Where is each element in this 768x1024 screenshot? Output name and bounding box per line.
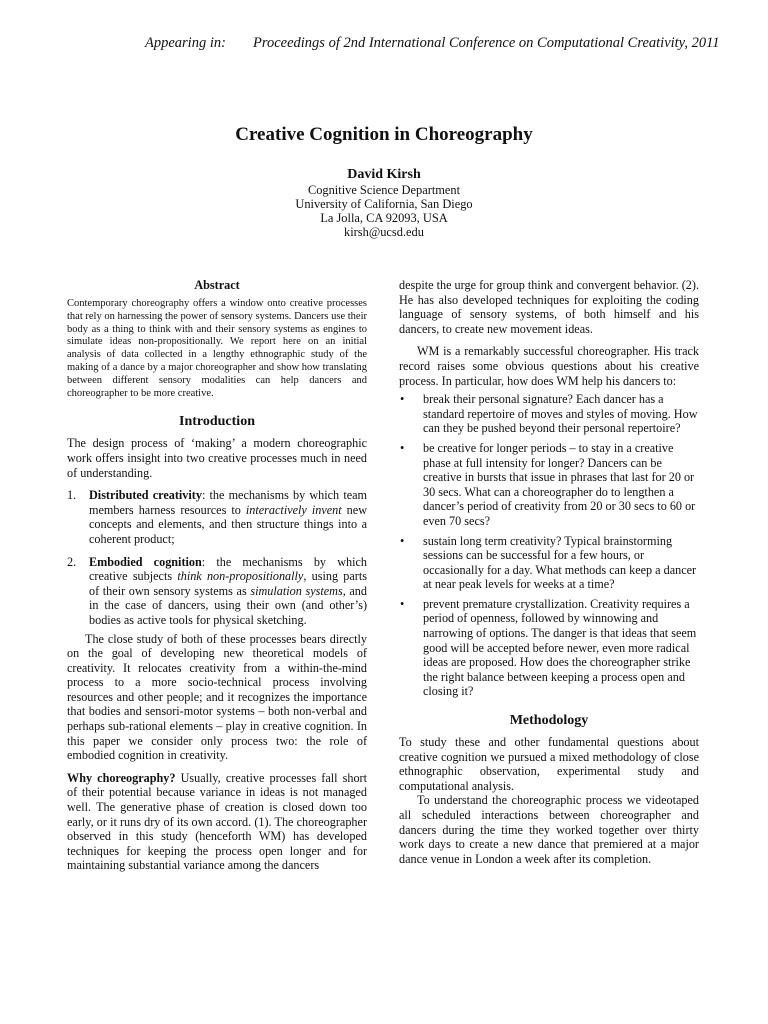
continued-paragraph: despite the urge for group think and convergent behavior. (2). He has also developed techniques for exploiting the coding language of sensory systems, of both himself and his dancers, to create new movement ideas. (399, 278, 699, 336)
why-choreography-term: Why choreography? (67, 770, 176, 785)
list-item: • sustain long term creativity? Typical brainstorming sessions can be successful for a few hours, or occasionally for a day. What methods can keep a dancer at near peak levels for weeks at a time? (400, 533, 697, 592)
affiliation-university: University of California, San Diego (295, 197, 473, 211)
intro-paragraph-close-study: The close study of both of these processes bears directly on the goal of developing new theoretical models of creativity. It relocates creativity from a within-the-mind process to a more socio-technical process involving resources and other people; and it recognizes the importance that bodies and sensori-motor systems – both non-verbal and perhaps sub-rational elements – play in creative cognition. In this paper we consider only process two: the role of embodied cognition in creativity. (67, 631, 367, 763)
right-column (399, 278, 699, 866)
methodology-paragraph-video: To understand the choreographic process we videotaped all scheduled interactions between choreographer and dancers during the time they worked together over thirty work days to create a new dance that premiered at a major dance venue in London a week after its completion. (399, 793, 699, 866)
author-email: kirsh@ucsd.edu (344, 225, 424, 239)
header-appearing-label: Appearing in: (145, 35, 226, 51)
introduction-heading: Introduction (179, 414, 255, 430)
why-choreography-paragraph: Why choreography? Usually, creative processes fall short of their potential because variance in ideas is not managed well. The generative phase of creation is closed down too early, or it runs dry of its own accord. (1). The choreographer observed in this study (henceforth WM) has developed techniques for keeping the process open longer and for maintaining substantial variance among the dancers (67, 770, 367, 873)
author-name: David Kirsh (347, 167, 421, 182)
methodology-heading: Methodology (509, 713, 589, 729)
question-bullet-list (399, 392, 699, 699)
list-item: • be creative for longer periods – to stay in a creative phase at full intensity for longer? Dancers can be creative in bursts that issue in phrases that last for 20 or 30 secs. What can a choreographer do to lengthen a dancer’s period of creativity from 20 or 30 secs to 60 or even 70 secs? (400, 440, 696, 528)
intro-paragraph: The design process of ‘making’ a modern choreographic work offers insight into two creative processes much in need of understanding. (67, 436, 367, 480)
term-distributed-creativity: Distributed creativity (89, 488, 202, 503)
header-venue: Proceedings of 2nd International Conference on Computational Creativity, 2011 (253, 35, 720, 51)
abstract-text: Contemporary choreography offers a window onto creative processes that rely on harnessing the power of sensory systems. Dancers use their body as a thing to think with and their sensory systems as engines to simulate ideas non-propositionally. We report here on an initial analysis of data collected in a lengthy ethnographic study of the making of a dance by a major choreographer and show how translating between different sensory modalities can help dancers and choreographer to be more creative. (67, 298, 367, 399)
list-item-embodied-cognition: 2. Embodied cognition: the mechanisms by which creative subjects think non-propositionally, using parts of their own sensory systems as simulation systems, and in the case of dancers, using their own (and other’s) bodies as active tools for physical sketching. (67, 554, 367, 627)
author-block (0, 166, 768, 239)
list-item-distributed-creativity: 1. Distributed creativity: the mechanisms by which team members harness resources to interactively invent new concepts and elements, and then structure things into a coherent product; (67, 488, 368, 546)
list-item: • break their personal signature? Each dancer has a standard repertoire of moves and styles of moving. How can they be pushed beyond their personal repertoire? (400, 392, 698, 436)
numbered-list (67, 488, 367, 627)
term-embodied-cognition: Embodied cognition (89, 554, 202, 569)
paper-title: Creative Cognition in Choreography (235, 124, 533, 145)
methodology-paragraph: To study these and other fundamental questions about creative cognition we pursued a mixed methodology of close ethnographic observation, experimental study and computational analysis. (399, 735, 699, 793)
list-item: • prevent premature crystallization. Creativity requires a period of openness, followed by winnowing and narrowing of options. The danger is that ideas that seem good will be accepted before newer, even more radical ideas are proposed. How does the choreographer strike the right balance between keeping a process open and closing it? (400, 596, 697, 699)
wm-paragraph: WM is a remarkably successful choreographer. His track record raises some obvious questions about his creative process. In particular, how does WM help his dancers to: (399, 344, 699, 388)
left-column (67, 278, 367, 873)
affiliation-address: La Jolla, CA 92093, USA (320, 211, 448, 225)
affiliation-department: Cognitive Science Department (307, 183, 461, 197)
abstract-heading: Abstract (194, 278, 240, 292)
